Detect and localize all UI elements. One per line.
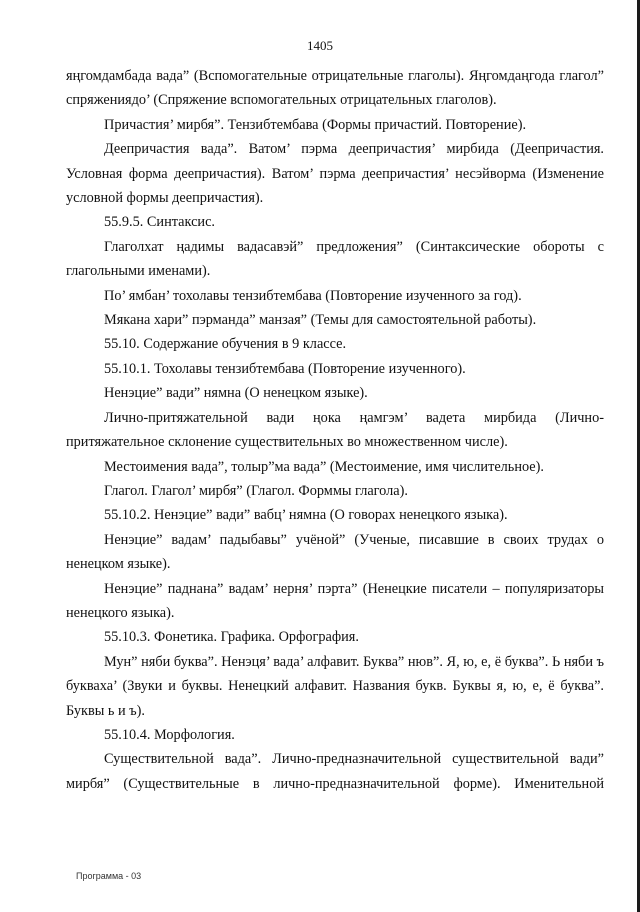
paragraph: Ненэцие” вади” нямна (О ненецком языке). — [104, 385, 368, 402]
paragraph: Ненэцие” паднана” вадам’ нерня’ пэрта” (Ненецкие писатели – популяризаторы ненецкого языка). — [66, 580, 604, 621]
document-body — [66, 64, 604, 796]
paragraph: Мякана хари” пэрманда” манзая” (Темы для самостоятельной работы). — [104, 312, 537, 329]
section-heading: 55.10.2. Ненэцие” вади” вабц’ нямна (О говорах ненецкого языка). — [104, 507, 508, 524]
section-heading: 55.10.4. Морфология. — [104, 726, 235, 743]
paragraph-continuation: яңгомдамбада вада” (Вспомогательные отрицательные глаголы). Яңгомдаңгода глагол” спряжениядо’ (Спряжение вспомогательных отрицательных глаголов). — [66, 68, 604, 109]
paragraph: Деепричастия вада”. Ватом’ пэрма деепричастия’ мирбида (Деепричастия. Условная форма деепричастия). Ватом’ пэрма деепричастия’ несэйворма (Изменение условной формы деепричастия). — [66, 141, 604, 207]
section-heading: 55.9.5. Синтаксис. — [104, 214, 216, 231]
paragraph: Мун” няби буква”. Ненэця’ вада’ алфавит. Буква” нюв”. Я, ю, е, ё буква”. Ь няби ъ букваха’ (Звуки и буквы. Ненецкий алфавит. Названия букв. Буквы я, ю, е, ё буква”. Буквы ь и ъ). — [66, 653, 604, 719]
paragraph: Глагол. Глагол’ мирбя” (Глагол. Форммы глагола). — [104, 482, 408, 499]
section-heading: 55.10.1. Тохолавы тензибтембава (Повторение изученного). — [104, 360, 466, 377]
paragraph: Лично-притяжательной вади ңока ңамгэм’ вадета мирбида (Лично-притяжательное склонение существительных во множественном числе). — [66, 409, 604, 451]
section-heading: 55.10. Содержание обучения в 9 классе. — [104, 336, 347, 353]
section-heading: 55.10.3. Фонетика. Графика. Орфография. — [104, 629, 359, 646]
paragraph: Глаголхат ңадимы вадасавэй” предложения” (Синтаксические обороты с глагольными именами). — [66, 238, 604, 280]
page-number: 1405 — [307, 38, 333, 53]
paragraph: По’ ямбан’ тохолавы тензибтембава (Повторение изученного за год). — [104, 287, 522, 304]
paragraph: Местоимения вада”, толыр”ма вада” (Местоимение, имя числительное). — [104, 458, 544, 475]
paragraph: Существительной вада”. Лично-предназначительной существительной вади” мирбя” (Существительные в лично-предназначительной форме). Именительной — [66, 751, 604, 792]
paragraph: Причастия’ мирбя”. Тензибтембава (Формы причастий. Повторение). — [104, 116, 527, 133]
footer-label: Программа - 03 — [76, 871, 142, 881]
paragraph: Ненэцие” вадам’ падыбавы” учёной” (Ученые, писавшие в своих трудах о ненецком языке). — [66, 531, 604, 573]
